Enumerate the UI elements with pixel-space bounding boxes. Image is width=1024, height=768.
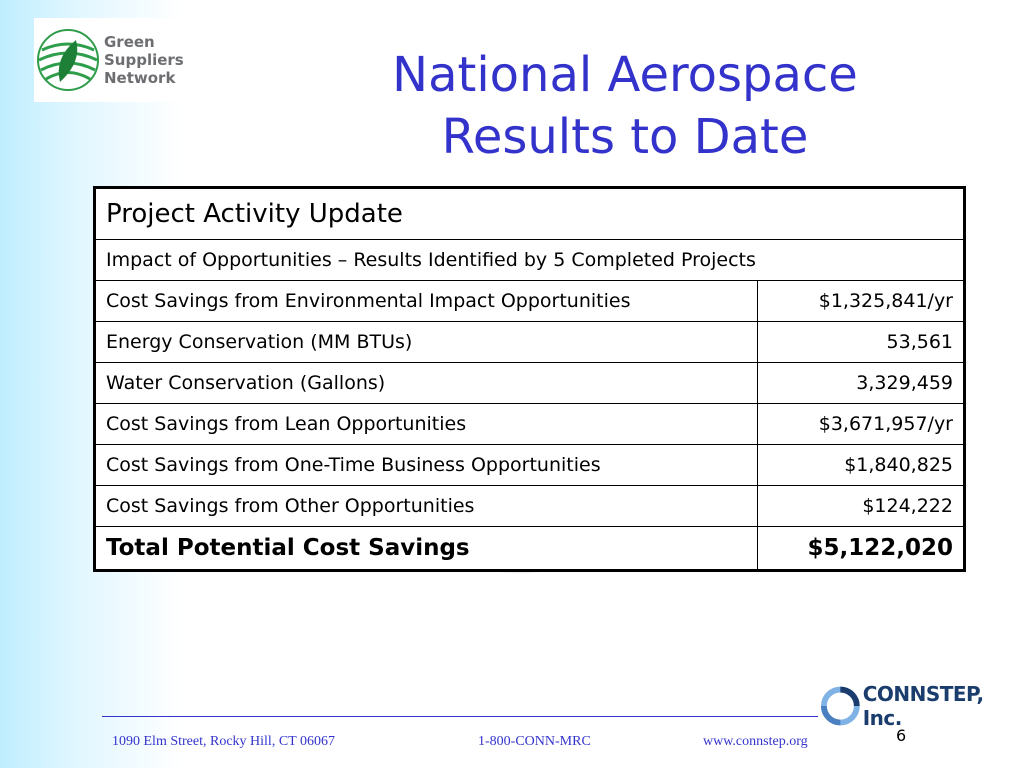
table-row: [95, 363, 965, 404]
table-header: Project Activity Update: [95, 188, 965, 240]
row-label: Cost Savings from Lean Opportunities: [95, 404, 758, 445]
table-row: [95, 322, 965, 363]
title-line-2: Results to Date: [441, 109, 809, 165]
connstep-swirl-icon: [820, 685, 861, 727]
table-subheader: Impact of Opportunities – Results Identified by 5 Completed Projects: [95, 240, 965, 281]
footer-phone: 1-800-CONN-MRC: [478, 734, 591, 749]
title-line-1: National Aerospace: [392, 47, 858, 103]
row-value: $1,325,841/yr: [758, 281, 965, 322]
total-value: $5,122,020: [758, 527, 965, 571]
connstep-name: CONNSTEP, Inc.: [862, 682, 984, 730]
page-number: 6: [896, 726, 907, 745]
row-value: $124,222: [758, 486, 965, 527]
table-row: [95, 445, 965, 486]
slide-title: [300, 44, 950, 168]
footer-divider: [102, 716, 818, 717]
table-subheader-row: [95, 240, 965, 281]
table-row: [95, 486, 965, 527]
footer-address: 1090 Elm Street, Rocky Hill, CT 06067: [112, 734, 335, 749]
connstep-logo: [820, 682, 1024, 730]
row-label: Energy Conservation (MM BTUs): [95, 322, 758, 363]
row-value: $3,671,957/yr: [758, 404, 965, 445]
row-label: Water Conservation (Gallons): [95, 363, 758, 404]
results-table: [93, 186, 966, 572]
row-value: 3,329,459: [758, 363, 965, 404]
row-label: Cost Savings from Environmental Impact Opportunities: [95, 281, 758, 322]
logo-text: [104, 33, 184, 87]
row-value: 53,561: [758, 322, 965, 363]
total-label: Total Potential Cost Savings: [95, 527, 758, 571]
row-value: $1,840,825: [758, 445, 965, 486]
row-label: Cost Savings from Other Opportunities: [95, 486, 758, 527]
logo-line-3: Network: [104, 69, 176, 87]
footer-website[interactable]: www.connstep.org: [703, 734, 808, 749]
green-suppliers-network-logo: [34, 18, 197, 102]
table-row: [95, 404, 965, 445]
logo-line-2: Suppliers: [104, 51, 184, 69]
logo-line-1: Green: [104, 33, 155, 51]
table-row: [95, 281, 965, 322]
leaf-globe-icon: [36, 28, 100, 92]
table-header-row: [95, 188, 965, 240]
row-label: Cost Savings from One-Time Business Opportunities: [95, 445, 758, 486]
table-total-row: [95, 527, 965, 571]
